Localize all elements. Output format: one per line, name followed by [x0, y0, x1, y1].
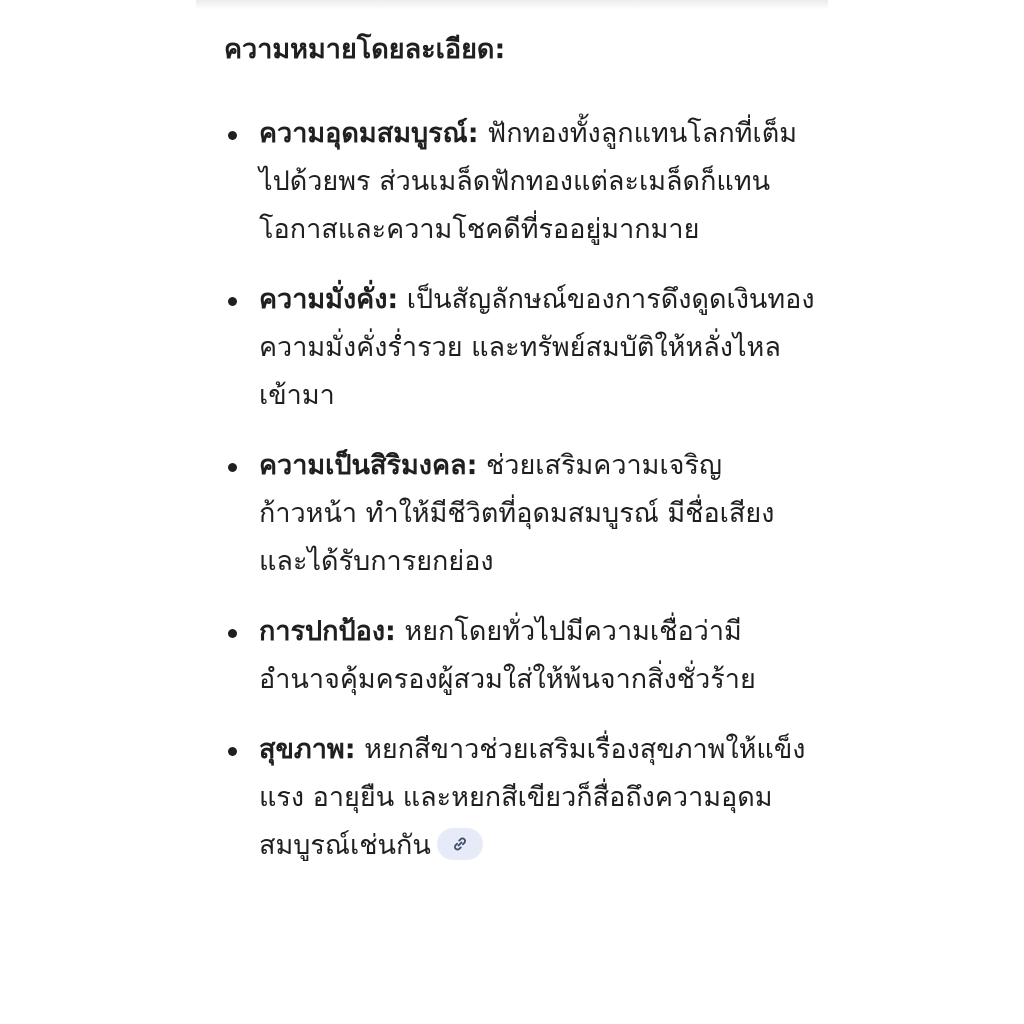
- item-text: ช่วยเสริมความเจริญก้าวหน้า ทำให้มีชีวิตที่อุดมสมบูรณ์ มีชื่อเสียง และได้รับการยกย่อง: [259, 450, 775, 577]
- list-item-wealth: [196, 276, 828, 420]
- list-item-auspicious: [196, 442, 828, 586]
- section-heading: ความหมายโดยละเอียด:: [224, 34, 506, 65]
- meaning-list: [196, 110, 828, 892]
- item-text: เป็นสัญลักษณ์ของการดึงดูดเงินทอง ความมั่งคั่งร่ำรวย และทรัพย์สมบัติให้หลั่งไหลเข้ามา: [259, 284, 815, 411]
- list-item-protection: [196, 608, 828, 704]
- item-text: หยกสีขาวช่วยเสริมเรื่องสุขภาพให้แข็งแรง อายุยืน และหยกสีเขียวก็สื่อถึงความอุดมสมบูรณ์เช่นกัน: [259, 734, 806, 861]
- link-icon: [452, 836, 468, 852]
- item-label: ความเป็นสิริมงคล:: [259, 450, 478, 481]
- item-text: ฟักทองทั้งลูกแทนโลกที่เต็มไปด้วยพร ส่วนเมล็ดฟักทองแต่ละเมล็ดก็แทนโอกาสและความโชคดีที่รออยู่มากมาย: [259, 118, 798, 245]
- bullet-dot: [228, 297, 237, 306]
- item-label: ความมั่งคั่ง:: [259, 284, 399, 315]
- list-item-health: [196, 726, 828, 870]
- item-label: การปกป้อง:: [259, 616, 396, 647]
- bullet-dot: [228, 131, 237, 140]
- item-text: หยกโดยทั่วไปมีความเชื่อว่ามีอำนาจคุ้มครองผู้สวมใส่ให้พ้นจากสิ่งชั่วร้าย: [259, 616, 756, 695]
- bullet-dot: [228, 629, 237, 638]
- list-item-abundance: [196, 110, 828, 254]
- bullet-dot: [228, 463, 237, 472]
- source-link-button[interactable]: [437, 828, 483, 860]
- chat-response-panel: [196, 0, 828, 1024]
- bullet-dot: [228, 747, 237, 756]
- item-label: ความอุดมสมบูรณ์:: [259, 118, 479, 149]
- item-label: สุขภาพ:: [259, 734, 356, 765]
